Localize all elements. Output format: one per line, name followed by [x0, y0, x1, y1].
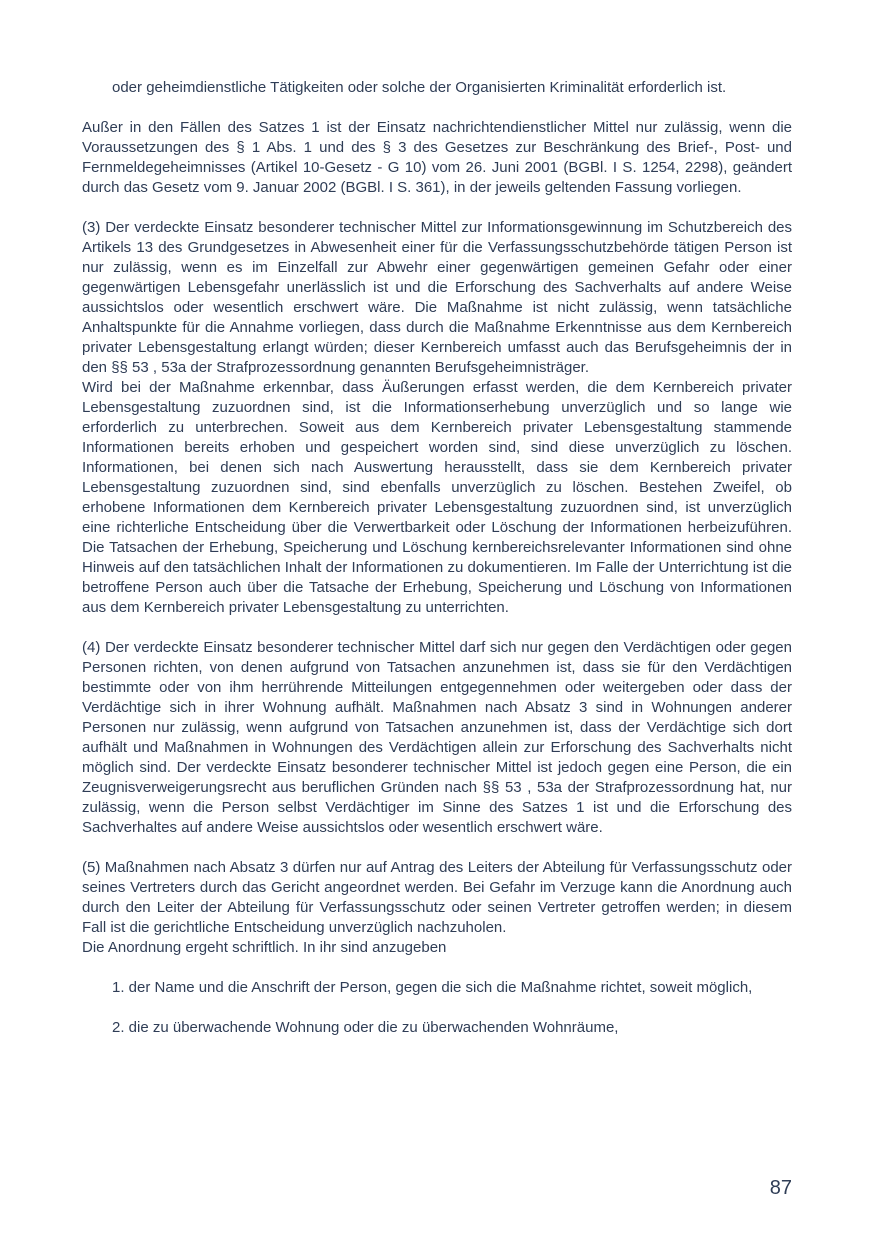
paragraph-kernbereich: Wird bei der Maßnahme erkennbar, dass Äußerungen erfasst werden, die dem Kernbereich privater Lebensgestaltung zuzuordnen sind, ist die Informationserhebung unverzüglich und so lange wie erforderlich zu unterbrechen. Soweit aus dem Kernbereich privater Lebensgestaltung stammende Informationen bereits erhoben und gespeichert worden sind, sind diese unverzüglich zu löschen. Informationen, bei denen sich nach Auswertung herausstellt, dass sie dem Kernbereich privater Lebensgestaltung zuzuordnen sind, sind ebenfalls unverzüglich zu löschen. Bestehen Zweifel, ob erhobene Informationen dem Kernbereich privater Lebensgestaltung zuzuordnen sind, ist unverzüglich eine richterliche Entscheidung über die Verwertbarkeit oder Löschung der Informationen herbeizuführen. Die Tatsachen der Erhebung, Speicherung und Löschung kernbereichsrelevanter Informationen sind ohne Hinweis auf den tatsächlichen Inhalt der Informationen zu dokumentieren. Im Falle der Unterrichtung ist die betroffene Person auch über die Tatsache der Erhebung, Speicherung und Löschung von Informationen aus dem Kernbereich privater Lebensgestaltung zu unterrichten.	[82, 379, 792, 616]
paragraph-einsatz-nachrichtendienstlicher-mittel: Außer in den Fällen des Satzes 1 ist der Einsatz nachrichtendienstlicher Mittel nur zulässig, wenn die Voraussetzungen des § 1 Abs. 1 und des § 3 des Gesetzes zur Beschränkung des Brief-, Post- und Fernmeldegeheimnisses (Artikel 10-Gesetz - G 10) vom 26. Juni 2001 (BGBl. I S. 1254, 2298), geändert durch das Gesetz vom 9. Januar 2002 (BGBl. I S. 361), in der jeweils geltenden Fassung vorliegen.	[82, 119, 792, 196]
paragraph-anordnung: Die Anordnung ergeht schriftlich. In ihr sind anzugeben	[82, 939, 447, 956]
paragraph-absatz-4: (4) Der verdeckte Einsatz besonderer technischer Mittel darf sich nur gegen den Verdächtigen oder gegen Personen richten, von denen aufgrund von Tatsachen anzunehmen ist, dass sie für den Verdächtigen bestimmte oder von ihm herrührende Mitteilungen entgegennehmen oder weitergeben oder dass der Verdächtige sich in ihrer Wohnung aufhält. Maßnahmen nach Absatz 3 sind in Wohnungen anderer Personen nur zulässig, wenn aufgrund von Tatsachen anzunehmen ist, dass der Verdächtige sich dort aufhält und Maßnahmen in Wohnungen des Verdächtigen allein zur Erforschung des Sachverhalts nicht möglich sind. Der verdeckte Einsatz besonderer technischer Mittel ist jedoch gegen eine Person, die ein Zeugnisverweigerungsrecht aus beruflichen Gründen nach §§ 53 , 53a der Strafprozessordnung hat, nur zulässig, wenn die Person selbst Verdächtiger im Sinne des Satzes 1 ist und die Erforschung des Sachverhaltes auf andere Weise aussichtslos oder wesentlich erschwert wäre.	[82, 639, 792, 836]
page-number: 87	[769, 1177, 792, 1199]
list-item-1: 1. der Name und die Anschrift der Person, gegen die sich die Maßnahme richtet, soweit möglich,	[112, 979, 753, 996]
document-body	[82, 78, 792, 1038]
paragraph-absatz-5: (5) Maßnahmen nach Absatz 3 dürfen nur auf Antrag des Leiters der Abteilung für Verfassungsschutz oder seines Vertreters durch das Gericht angeordnet werden. Bei Gefahr im Verzuge kann die Anordnung auch durch den Leiter der Abteilung für Verfassungsschutz oder seinen Vertreter getroffen werden; in diesem Fall ist die gerichtliche Entscheidung unverzüglich nachzuholen.	[82, 859, 792, 936]
list-item-2: 2. die zu überwachende Wohnung oder die zu überwachenden Wohnräume,	[112, 1019, 619, 1036]
paragraph-continuation: oder geheimdienstliche Tätigkeiten oder solche der Organisierten Kriminalität erforderlich ist.	[112, 79, 727, 96]
paragraph-absatz-3: (3) Der verdeckte Einsatz besonderer technischer Mittel zur Informationsgewinnung im Schutzbereich des Artikels 13 des Grundgesetzes in Abwesenheit einer für die Verfassungsschutzbehörde tätigen Person ist nur zulässig, wenn es im Einzelfall zur Abwehr einer gegenwärtigen gemeinen Gefahr oder einer gegenwärtigen Lebensgefahr unerlässlich ist und die Erforschung des Sachverhalts auf andere Weise aussichtslos oder wesentlich erschwert wäre. Die Maßnahme ist nicht zulässig, wenn tatsächliche Anhaltspunkte für die Annahme vorliegen, dass durch die Maßnahme Erkenntnisse aus dem Kernbereich privater Lebensgestaltung erlangt würden; dieser Kernbereich umfasst auch das Berufsgeheimnis der in den §§ 53 , 53a der Strafprozessordnung genannten Berufsgeheimnisträger.	[82, 219, 792, 376]
